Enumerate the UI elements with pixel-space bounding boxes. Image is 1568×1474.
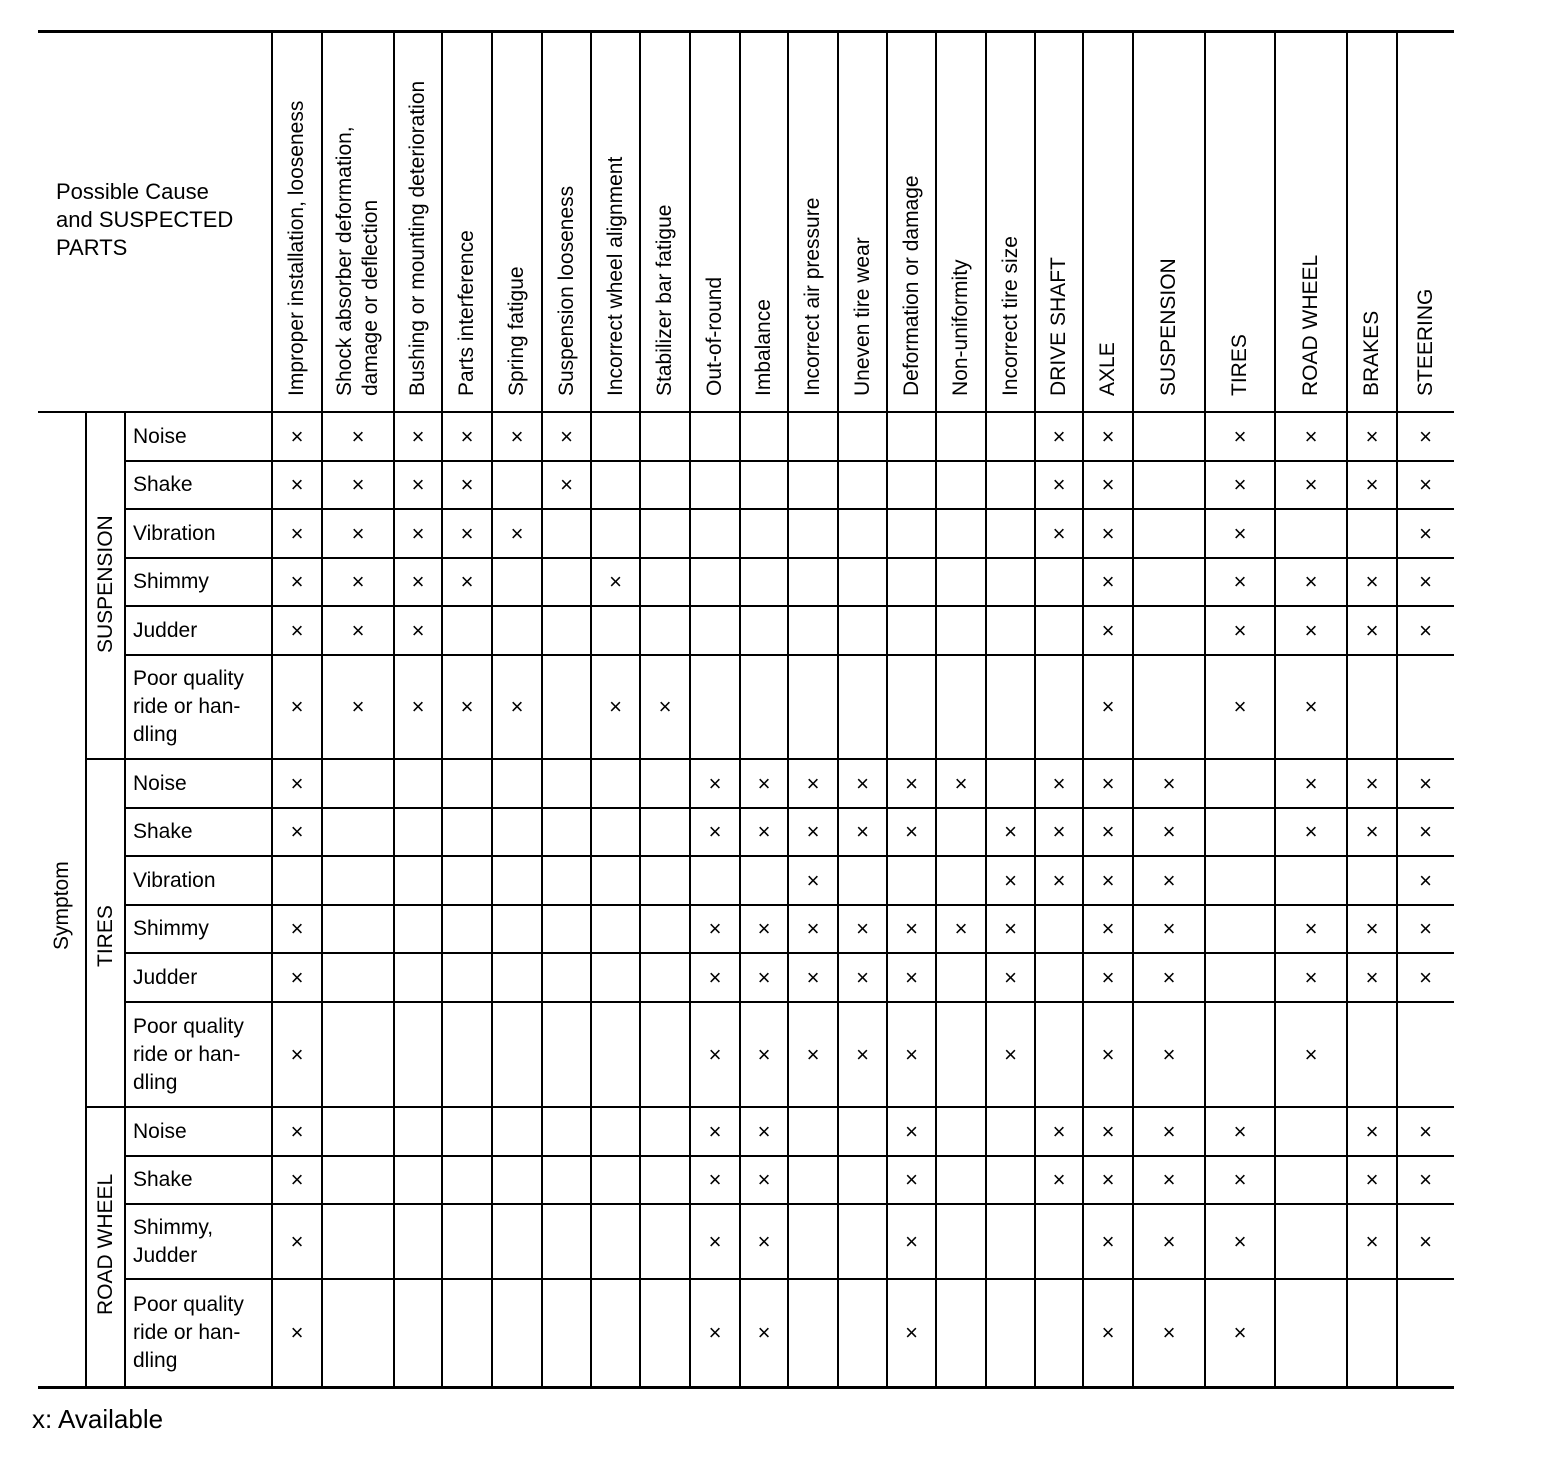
cause-mark: ×	[1304, 617, 1318, 643]
column-header	[504, 266, 530, 396]
row-label	[133, 617, 273, 645]
cause-mark: ×	[460, 423, 474, 449]
cause-mark: ×	[290, 472, 304, 497]
cause-mark: ×	[954, 770, 968, 796]
column-header	[554, 186, 580, 396]
cause-mark: ×	[757, 1118, 771, 1144]
cause-mark: ×	[1101, 1041, 1115, 1067]
cause-mark: ×	[1419, 819, 1432, 844]
cause-mark: ×	[290, 520, 304, 546]
cause-mark: ×	[1004, 916, 1017, 941]
cause-mark: ×	[290, 1167, 304, 1192]
column-header	[850, 237, 876, 396]
table-rule	[393, 31, 395, 1387]
cause-mark: ×	[905, 1228, 918, 1254]
cause-mark: ×	[1052, 472, 1066, 497]
cause-mark: ×	[1365, 1228, 1379, 1254]
row-label	[133, 770, 273, 798]
cause-mark: ×	[1162, 964, 1176, 990]
row-label	[133, 1166, 273, 1194]
column-header	[405, 81, 431, 396]
row-label	[133, 423, 273, 451]
cause-mark: ×	[1162, 770, 1176, 796]
cause-mark: ×	[1101, 1118, 1115, 1144]
table-rule	[38, 411, 1454, 413]
cause-mark: ×	[1101, 964, 1115, 990]
row-label	[133, 665, 273, 749]
cause-mark: ×	[1419, 520, 1432, 546]
column-header-line: AXLE	[1096, 342, 1119, 396]
cause-mark: ×	[1004, 1041, 1017, 1067]
table-rule	[86, 1106, 1454, 1108]
cause-mark: ×	[411, 520, 425, 546]
table-rule	[125, 1278, 1454, 1280]
cause-mark: ×	[1101, 694, 1115, 719]
cause-mark: ×	[1233, 1167, 1247, 1192]
column-header-line: damage or deflection	[359, 199, 382, 396]
cause-mark: ×	[1233, 1320, 1247, 1345]
cause-mark: ×	[806, 867, 820, 893]
cause-mark: ×	[905, 964, 918, 990]
cause-mark: ×	[708, 1041, 722, 1067]
symptom-label: Symptom	[50, 861, 73, 950]
table-rule	[1204, 31, 1206, 1387]
cause-mark: ×	[290, 964, 304, 990]
cause-mark: ×	[757, 964, 771, 990]
table-rule	[1274, 31, 1276, 1387]
row-label-line: Shake	[133, 820, 193, 843]
cause-mark: ×	[1365, 423, 1379, 449]
row-label-line: dling	[133, 1070, 178, 1094]
cause-mark: ×	[1233, 617, 1247, 643]
table-rule	[125, 460, 1454, 462]
cause-mark: ×	[351, 617, 365, 643]
cause-mark: ×	[1101, 867, 1115, 893]
cause-mark: ×	[351, 472, 365, 497]
table-rule	[85, 412, 87, 1387]
column-header-line: Stabilizer bar fatigue	[653, 204, 676, 396]
cause-mark: ×	[905, 1118, 918, 1144]
column-header	[948, 259, 974, 396]
cause-mark: ×	[1162, 819, 1176, 844]
cause-mark: ×	[609, 694, 622, 719]
column-header-line: ROAD WHEEL	[1299, 254, 1322, 396]
row-label-line: ride or han-	[133, 1042, 241, 1066]
cause-mark: ×	[290, 694, 304, 719]
cause-mark: ×	[658, 694, 672, 719]
cause-mark: ×	[1304, 964, 1318, 990]
table-rule	[787, 31, 789, 1387]
table-rule	[541, 31, 543, 1387]
table-rule	[886, 31, 888, 1387]
cause-mark: ×	[1101, 423, 1115, 449]
group-label-tires: TIRES	[93, 904, 117, 967]
corner-header-line: and SUSPECTED	[56, 207, 234, 232]
cause-mark: ×	[510, 694, 524, 719]
row-label-line: Shimmy	[133, 570, 209, 593]
row-label-line: Shimmy	[133, 917, 209, 940]
corner-header	[56, 178, 233, 262]
row-label-line: Vibration	[133, 868, 216, 892]
group-label-suspension: SUSPENSION	[93, 515, 117, 653]
table-rule	[38, 1386, 1454, 1389]
cause-mark: ×	[411, 569, 425, 594]
cause-mark: ×	[1101, 770, 1115, 796]
column-header-line: Spring fatigue	[505, 266, 528, 396]
cause-mark: ×	[1419, 1118, 1432, 1144]
table-rule	[739, 31, 741, 1387]
cause-mark: ×	[1052, 867, 1066, 893]
row-label-line: Poor quality	[133, 1293, 244, 1316]
cause-mark: ×	[411, 472, 425, 497]
cause-mark: ×	[905, 1320, 918, 1345]
column-header-line: Imbalance	[752, 299, 775, 396]
column-header	[284, 101, 310, 396]
table-rule	[689, 31, 691, 1387]
cause-mark: ×	[1233, 520, 1247, 546]
cause-mark: ×	[905, 1041, 918, 1067]
row-label	[133, 1013, 273, 1097]
column-header-line: Incorrect wheel alignment	[603, 156, 627, 396]
cause-mark: ×	[1101, 472, 1115, 497]
table-rule	[125, 904, 1454, 906]
table-rule	[837, 31, 839, 1387]
cause-mark: ×	[1101, 1320, 1115, 1345]
cause-mark: ×	[856, 819, 869, 844]
column-header-line: Non-uniformity	[949, 259, 972, 396]
cause-mark: ×	[708, 770, 722, 796]
cause-mark: ×	[1101, 916, 1115, 941]
cause-mark: ×	[609, 569, 622, 594]
cause-mark: ×	[905, 916, 918, 941]
row-label	[133, 471, 273, 499]
cause-mark: ×	[856, 770, 869, 796]
table-rule	[321, 31, 323, 1387]
column-header-line: Deformation or damage	[899, 175, 923, 396]
cause-mark: ×	[1419, 1167, 1432, 1192]
cause-mark: ×	[1233, 1118, 1247, 1144]
cause-mark: ×	[510, 423, 524, 449]
cause-mark: ×	[1162, 1118, 1176, 1144]
cause-mark: ×	[1233, 694, 1247, 719]
table-rule	[1034, 31, 1036, 1387]
cause-mark: ×	[1304, 423, 1318, 449]
row-label	[133, 915, 273, 943]
table-rule	[1082, 31, 1084, 1387]
column-header-line: Suspension looseness	[554, 185, 578, 396]
column-header	[702, 277, 728, 396]
column-header-line: SUSPENSION	[1157, 258, 1180, 396]
cause-mark: ×	[806, 770, 820, 796]
cause-mark: ×	[1365, 1118, 1379, 1144]
cause-mark: ×	[1101, 569, 1115, 594]
row-label	[133, 1118, 273, 1146]
column-header	[1227, 334, 1253, 396]
column-header	[1298, 255, 1324, 396]
cause-mark: ×	[757, 916, 771, 941]
cause-mark: ×	[856, 916, 869, 941]
cause-mark: ×	[806, 916, 820, 941]
cause-mark: ×	[1365, 472, 1379, 497]
cause-mark: ×	[1004, 867, 1017, 893]
column-header	[1156, 258, 1182, 396]
cause-mark: ×	[290, 423, 304, 449]
cause-mark: ×	[411, 617, 425, 643]
cause-mark: ×	[1365, 819, 1379, 844]
cause-mark: ×	[1162, 1228, 1176, 1254]
row-label-line: Judder	[133, 965, 198, 989]
cause-mark: ×	[351, 694, 365, 719]
column-header-line: DRIVE SHAFT	[1047, 257, 1070, 396]
row-label-line: Vibration	[133, 521, 216, 545]
cause-mark: ×	[411, 694, 425, 719]
corner-header-line: PARTS	[56, 235, 128, 260]
cause-mark: ×	[1419, 867, 1432, 893]
column-header	[603, 157, 629, 396]
cause-mark: ×	[351, 520, 365, 546]
cause-mark: ×	[1419, 617, 1432, 643]
cause-mark: ×	[290, 569, 304, 594]
cause-mark: ×	[1304, 1041, 1318, 1067]
table-rule	[1396, 31, 1398, 1387]
row-label-line: Noise	[133, 424, 187, 448]
cause-mark: ×	[757, 1320, 771, 1345]
column-header	[998, 236, 1024, 396]
row-label-line: Poor quality	[133, 1014, 244, 1038]
table-rule	[639, 31, 641, 1387]
row-label-line: Judder	[133, 1243, 198, 1267]
cause-mark: ×	[708, 1167, 722, 1192]
cause-mark: ×	[1233, 472, 1247, 497]
cause-mark: ×	[1365, 617, 1379, 643]
cause-mark: ×	[1101, 617, 1115, 643]
cause-mark: ×	[905, 770, 918, 796]
cause-mark: ×	[856, 1041, 869, 1067]
cause-mark: ×	[1365, 569, 1379, 594]
cause-mark: ×	[1162, 1320, 1176, 1345]
cause-mark: ×	[856, 964, 869, 990]
cause-mark: ×	[1304, 472, 1318, 497]
cause-mark: ×	[905, 1167, 918, 1192]
cause-mark: ×	[1101, 1228, 1115, 1254]
column-header-line: Parts interference	[455, 230, 478, 396]
cause-mark: ×	[290, 819, 304, 844]
cause-mark: ×	[1052, 520, 1066, 546]
table-rule	[985, 31, 987, 1387]
cause-mark: ×	[1101, 520, 1115, 546]
column-header-line: BRAKES	[1360, 310, 1383, 396]
cause-mark: ×	[1419, 1228, 1432, 1254]
cause-mark: ×	[708, 1228, 722, 1254]
column-header	[800, 198, 826, 396]
column-header-line: STEERING	[1413, 288, 1437, 396]
cause-mark: ×	[1365, 770, 1379, 796]
table-rule	[491, 31, 493, 1387]
group-label-road-wheel: ROAD WHEEL	[93, 1173, 117, 1315]
column-header-line: Incorrect tire size	[998, 236, 1022, 396]
cause-mark: ×	[806, 964, 820, 990]
corner-header-line: Possible Cause	[56, 179, 209, 204]
cause-mark: ×	[1304, 770, 1318, 796]
column-header-line: Shock absorber deformation,	[333, 126, 356, 396]
column-header	[1359, 311, 1385, 396]
row-label-line: dling	[133, 1349, 178, 1372]
cause-mark: ×	[1233, 423, 1247, 449]
cause-mark: ×	[757, 819, 771, 844]
cause-mark: ×	[1419, 770, 1432, 796]
cause-mark: ×	[460, 472, 474, 497]
cause-mark: ×	[290, 1228, 304, 1254]
cause-mark: ×	[757, 770, 771, 796]
row-label-line: Poor quality	[133, 667, 244, 690]
cause-mark: ×	[1052, 1167, 1066, 1192]
table-rule	[125, 605, 1454, 607]
cause-mark: ×	[290, 1041, 304, 1067]
table-rule	[125, 1001, 1454, 1003]
cause-mark: ×	[708, 964, 722, 990]
table-rule	[125, 508, 1454, 510]
column-header	[454, 230, 480, 396]
cause-mark: ×	[351, 423, 365, 449]
table-rule	[1346, 31, 1348, 1387]
cause-mark: ×	[1233, 569, 1247, 594]
cause-mark: ×	[708, 1320, 722, 1345]
cause-mark: ×	[460, 569, 474, 594]
row-label	[133, 818, 273, 846]
cause-mark: ×	[560, 472, 573, 497]
table-rule	[38, 30, 1454, 33]
cause-mark: ×	[1304, 916, 1318, 941]
cause-mark: ×	[290, 617, 304, 643]
row-label	[133, 1214, 273, 1270]
cause-mark: ×	[1304, 819, 1318, 844]
row-label-line: Noise	[133, 771, 187, 795]
cause-mark: ×	[290, 770, 304, 796]
row-label-line: dling	[133, 723, 178, 746]
column-header-line: TIRES	[1228, 334, 1251, 396]
cause-mark: ×	[1162, 1167, 1176, 1192]
cause-mark: ×	[1052, 770, 1066, 796]
cause-mark: ×	[460, 694, 474, 719]
cause-mark: ×	[1004, 964, 1017, 990]
cause-mark: ×	[1419, 569, 1432, 594]
cause-mark: ×	[806, 1041, 820, 1067]
row-label-line: ride or han-	[133, 1321, 241, 1344]
column-header	[899, 175, 925, 396]
table-rule	[125, 807, 1454, 809]
table-rule	[935, 31, 937, 1387]
row-label	[133, 964, 273, 992]
table-rule	[125, 654, 1454, 656]
table-rule	[125, 557, 1454, 559]
cause-mark: ×	[1162, 1041, 1176, 1067]
cause-mark: ×	[1419, 472, 1432, 497]
cause-mark: ×	[510, 520, 524, 546]
legend-note: x: Available	[32, 1404, 164, 1434]
cause-mark: ×	[708, 916, 722, 941]
table-rule	[441, 31, 443, 1387]
cause-mark: ×	[757, 1041, 771, 1067]
column-header	[1046, 257, 1072, 396]
cause-mark: ×	[411, 423, 425, 449]
cause-mark: ×	[1101, 819, 1115, 844]
table-rule	[125, 952, 1454, 954]
column-header-line: Improper installation, looseness	[285, 100, 308, 396]
cause-mark: ×	[460, 520, 474, 546]
cause-mark: ×	[1162, 916, 1176, 941]
cause-mark: ×	[1052, 1118, 1066, 1144]
cause-mark: ×	[560, 423, 573, 449]
cause-mark: ×	[757, 1167, 771, 1192]
cause-mark: ×	[290, 1118, 304, 1144]
column-header-line: Bushing or mounting deterioration	[406, 80, 429, 396]
row-label	[133, 867, 273, 895]
table-rule	[125, 1155, 1454, 1157]
column-header-line: Incorrect air pressure	[801, 197, 824, 396]
cause-mark: ×	[1419, 916, 1432, 941]
cause-mark: ×	[351, 569, 365, 594]
row-label-line: Noise	[133, 1119, 187, 1143]
cause-mark: ×	[290, 916, 304, 941]
cause-mark: ×	[708, 1118, 722, 1144]
cause-mark: ×	[1052, 423, 1066, 449]
cause-mark: ×	[1304, 694, 1318, 719]
row-label-line: Shake	[133, 1168, 193, 1191]
table-rule	[125, 855, 1454, 857]
cause-mark: ×	[1162, 867, 1176, 893]
cause-mark: ×	[708, 819, 722, 844]
cause-mark: ×	[1101, 1167, 1115, 1192]
column-header-line: Out-of-round	[703, 276, 726, 396]
column-header	[751, 299, 777, 396]
row-label	[133, 568, 273, 596]
table-rule	[86, 758, 1454, 760]
table-rule	[1132, 31, 1134, 1387]
cause-mark: ×	[1052, 819, 1066, 844]
cause-mark: ×	[1365, 1167, 1379, 1192]
cause-mark: ×	[1304, 569, 1318, 594]
column-header	[332, 126, 384, 396]
table-rule	[125, 1203, 1454, 1205]
cause-mark: ×	[1419, 423, 1432, 449]
row-label-line: ride or han-	[133, 695, 241, 718]
row-label-line: Judder	[133, 618, 198, 642]
cause-mark: ×	[806, 819, 820, 844]
column-header	[1413, 289, 1439, 396]
cause-mark: ×	[757, 1228, 771, 1254]
cause-mark: ×	[905, 819, 918, 844]
cause-mark: ×	[1419, 964, 1432, 990]
row-label-line: Shake	[133, 473, 193, 496]
cause-mark: ×	[1233, 1228, 1247, 1254]
table-rule	[590, 31, 592, 1387]
cause-mark: ×	[1365, 964, 1379, 990]
row-label	[133, 1291, 273, 1375]
cause-mark: ×	[1004, 819, 1017, 844]
row-label	[133, 520, 273, 548]
column-header	[1095, 342, 1121, 396]
cause-mark: ×	[954, 916, 968, 941]
column-header	[652, 205, 678, 396]
cause-mark: ×	[1365, 916, 1379, 941]
cause-mark: ×	[290, 1320, 304, 1345]
row-label-line: Shimmy,	[133, 1215, 214, 1239]
column-header-line: Uneven tire wear	[850, 237, 874, 396]
